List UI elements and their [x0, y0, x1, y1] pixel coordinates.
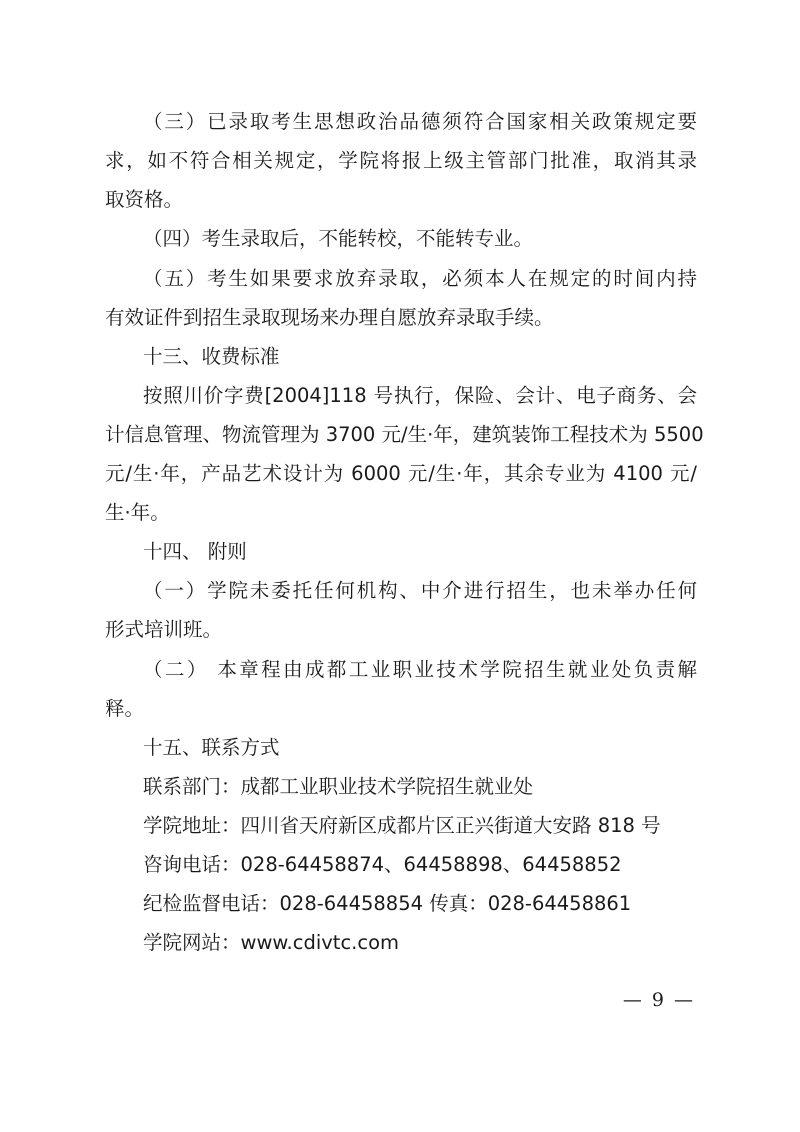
paragraph-line: 释。 [105, 697, 145, 720]
paragraph-line: 取资格。 [105, 188, 184, 211]
paragraph-line: 元/生·年，产品艺术设计为 6000 元/生·年，其余专业为 4100 元/ [105, 462, 697, 485]
paragraph-line: 有效证件到招生录取现场来办理自愿放弃录取手续。 [105, 306, 554, 329]
section-heading: 十五、联系方式 [143, 736, 280, 759]
section-heading: 十四、 附则 [143, 540, 247, 563]
paragraph-line: （一）学院未委托任何机构、中介进行招生，也未举办任何 [143, 579, 697, 602]
paragraph-line: （四）考生录取后，不能转校，不能转专业。 [143, 227, 534, 250]
paragraph-line: （五）考生如果要求放弃录取，必须本人在规定的时间内持 [143, 267, 697, 290]
contact-phone: 咨询电话：028-64458874、64458898、64458852 [143, 853, 622, 876]
paragraph-line: 计信息管理、物流管理为 3700 元/生·年，建筑装饰工程技术为 5500 [105, 423, 704, 446]
section-heading: 十三、收费标准 [143, 345, 280, 368]
page-number: — 9 — [622, 989, 695, 1011]
contact-department: 联系部门：成都工业职业技术学院招生就业处 [143, 775, 534, 798]
contact-address: 学院地址：四川省天府新区成都片区正兴街道大安路 818 号 [143, 814, 661, 837]
contact-supervision-phone: 纪检监督电话：028-64458854 传真：028-64458861 [143, 892, 632, 915]
paragraph-line: 按照川价字费[2004]118 号执行，保险、会计、电子商务、会 [143, 384, 697, 407]
paragraph-line: （二） 本章程由成都工业职业技术学院招生就业处负责解 [143, 658, 697, 681]
paragraph-line: 形式培训班。 [105, 618, 223, 641]
paragraph-line: 求，如不符合相关规定，学院将报上级主管部门批准，取消其录 [105, 149, 697, 172]
contact-website: 学院网站：www.cdivtc.com [143, 931, 400, 954]
paragraph-line: 生·年。 [105, 501, 170, 524]
paragraph-line: （三）已录取考生思想政治品德须符合国家相关政策规定要 [143, 110, 697, 133]
